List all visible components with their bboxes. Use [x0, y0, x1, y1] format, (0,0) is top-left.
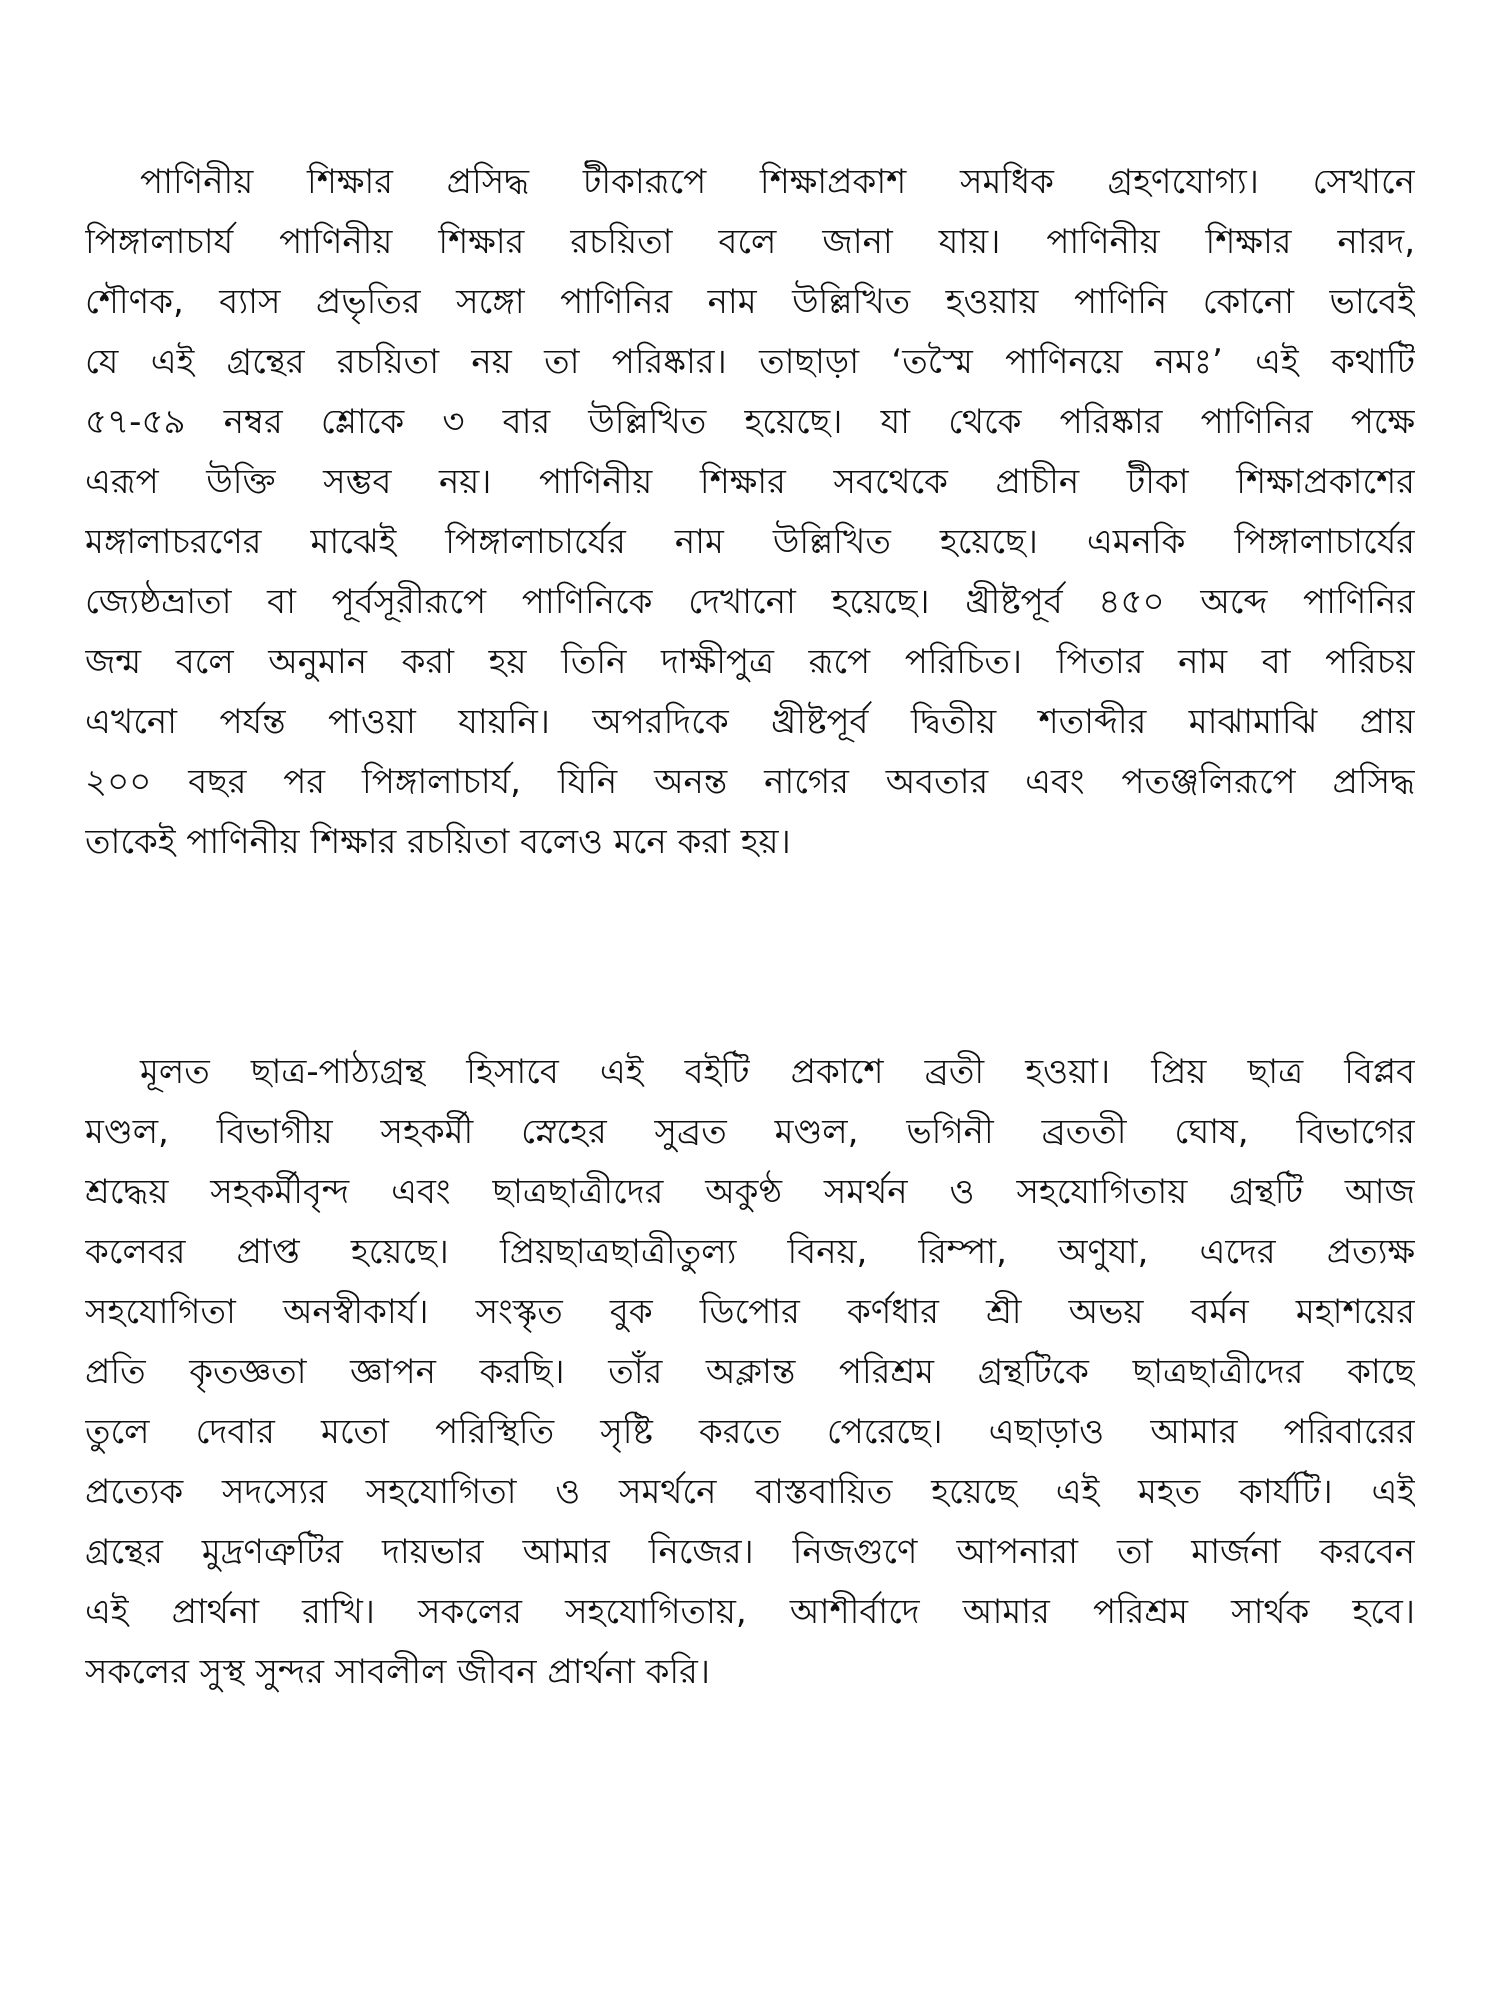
text-line: গ্রন্থের মুদ্রণত্রুটির দায়ভার আমার নিজের। নিজগুণে আপনারা তা মার্জনা করবেন	[85, 1532, 1415, 1572]
text-line: মূলত ছাত্র-পাঠ্যগ্রন্থ হিসাবে এই বইটি প্রকাশে ব্রতী হওয়া। প্রিয় ছাত্র বিপ্লব	[140, 1052, 1415, 1092]
text-line: তাকেই পাণিনীয় শিক্ষার রচয়িতা বলেও মনে করা হয়।	[85, 822, 791, 862]
paragraph-2	[85, 1042, 1415, 1702]
text-line: এখনো পর্যন্ত পাওয়া যায়নি। অপরদিকে খ্রীষ্টপূর্ব দ্বিতীয় শতাব্দীর মাঝামাঝি প্রায়	[85, 702, 1415, 742]
text-line: মঙ্গালাচরণের মাঝেই পিঙ্গালাচার্যের নাম উল্লিখিত হয়েছে। এমনকি পিঙ্গালাচার্যের	[85, 522, 1415, 562]
text-line: সকলের সুস্থ সুন্দর সাবলীল জীবন প্রার্থনা করি।	[85, 1652, 710, 1692]
text-line: যে এই গ্রন্থের রচয়িতা নয় তা পরিষ্কার। তাছাড়া ‘তস্মৈ পাণিনয়ে নমঃ’ এই কথাটি	[85, 342, 1415, 382]
text-line: শৌণক, ব্যাস প্রভৃতির সঙ্গো পাণিনির নাম উল্লিখিত হওয়ায় পাণিনি কোনো ভাবেই	[85, 282, 1415, 322]
text-line: শ্রদ্ধেয় সহকর্মীবৃন্দ এবং ছাত্রছাত্রীদের অকুণ্ঠ সমর্থন ও সহযোগিতায় গ্রন্থটি আজ	[85, 1172, 1415, 1212]
text-line: কলেবর প্রাপ্ত হয়েছে। প্রিয়ছাত্রছাত্রীতুল্য বিনয়, রিম্পা, অণুযা, এদের প্রত্যক্ষ	[85, 1232, 1415, 1272]
text-line: ২০০ বছর পর পিঙ্গালাচার্য, যিনি অনন্ত নাগের অবতার এবং পতঞ্জলিরূপে প্রসিদ্ধ	[85, 762, 1415, 802]
text-line: তুলে দেবার মতো পরিস্থিতি সৃষ্টি করতে পেরেছে। এছাড়াও আমার পরিবারের	[85, 1412, 1415, 1452]
text-line: এরূপ উক্তি সম্ভব নয়। পাণিনীয় শিক্ষার সবথেকে প্রাচীন টীকা শিক্ষাপ্রকাশের	[85, 462, 1415, 502]
text-line: জ্যেষ্ঠভ্রাতা বা পূর্বসূরীরূপে পাণিনিকে দেখানো হয়েছে। খ্রীষ্টপূর্ব ৪৫০ অব্দে পাণিনির	[85, 582, 1415, 622]
text-line: জন্ম বলে অনুমান করা হয় তিনি দাক্ষীপুত্র রূপে পরিচিত। পিতার নাম বা পরিচয়	[85, 642, 1415, 682]
text-line: মণ্ডল, বিভাগীয় সহকর্মী স্নেহের সুব্রত মণ্ডল, ভগিনী ব্রততী ঘোষ, বিভাগের	[85, 1112, 1415, 1152]
text-line: প্রত্যেক সদস্যের সহযোগিতা ও সমর্থনে বাস্তবায়িত হয়েছে এই মহত কার্যটি। এই	[85, 1472, 1415, 1512]
text-line: পাণিনীয় শিক্ষার প্রসিদ্ধ টীকারূপে শিক্ষাপ্রকাশ সমধিক গ্রহণযোগ্য। সেখানে	[140, 162, 1415, 202]
text-line: ৫৭-৫৯ নম্বর শ্লোকে ৩ বার উল্লিখিত হয়েছে। যা থেকে পরিষ্কার পাণিনির পক্ষে	[85, 402, 1415, 442]
text-line: প্রতি কৃতজ্ঞতা জ্ঞাপন করছি। তাঁর অক্লান্ত পরিশ্রম গ্রন্থটিকে ছাত্রছাত্রীদের কাছে	[85, 1352, 1415, 1392]
text-line: সহযোগিতা অনস্বীকার্য। সংস্কৃত বুক ডিপোর কর্ণধার শ্রী অভয় বর্মন মহাশয়ের	[85, 1292, 1415, 1332]
paragraph-1	[85, 152, 1415, 872]
text-line: এই প্রার্থনা রাখি। সকলের সহযোগিতায়, আশীর্বাদে আমার পরিশ্রম সার্থক হবে।	[85, 1592, 1415, 1632]
text-line: পিঙ্গালাচার্য পাণিনীয় শিক্ষার রচয়িতা বলে জানা যায়। পাণিনীয় শিক্ষার নারদ,	[85, 222, 1415, 262]
